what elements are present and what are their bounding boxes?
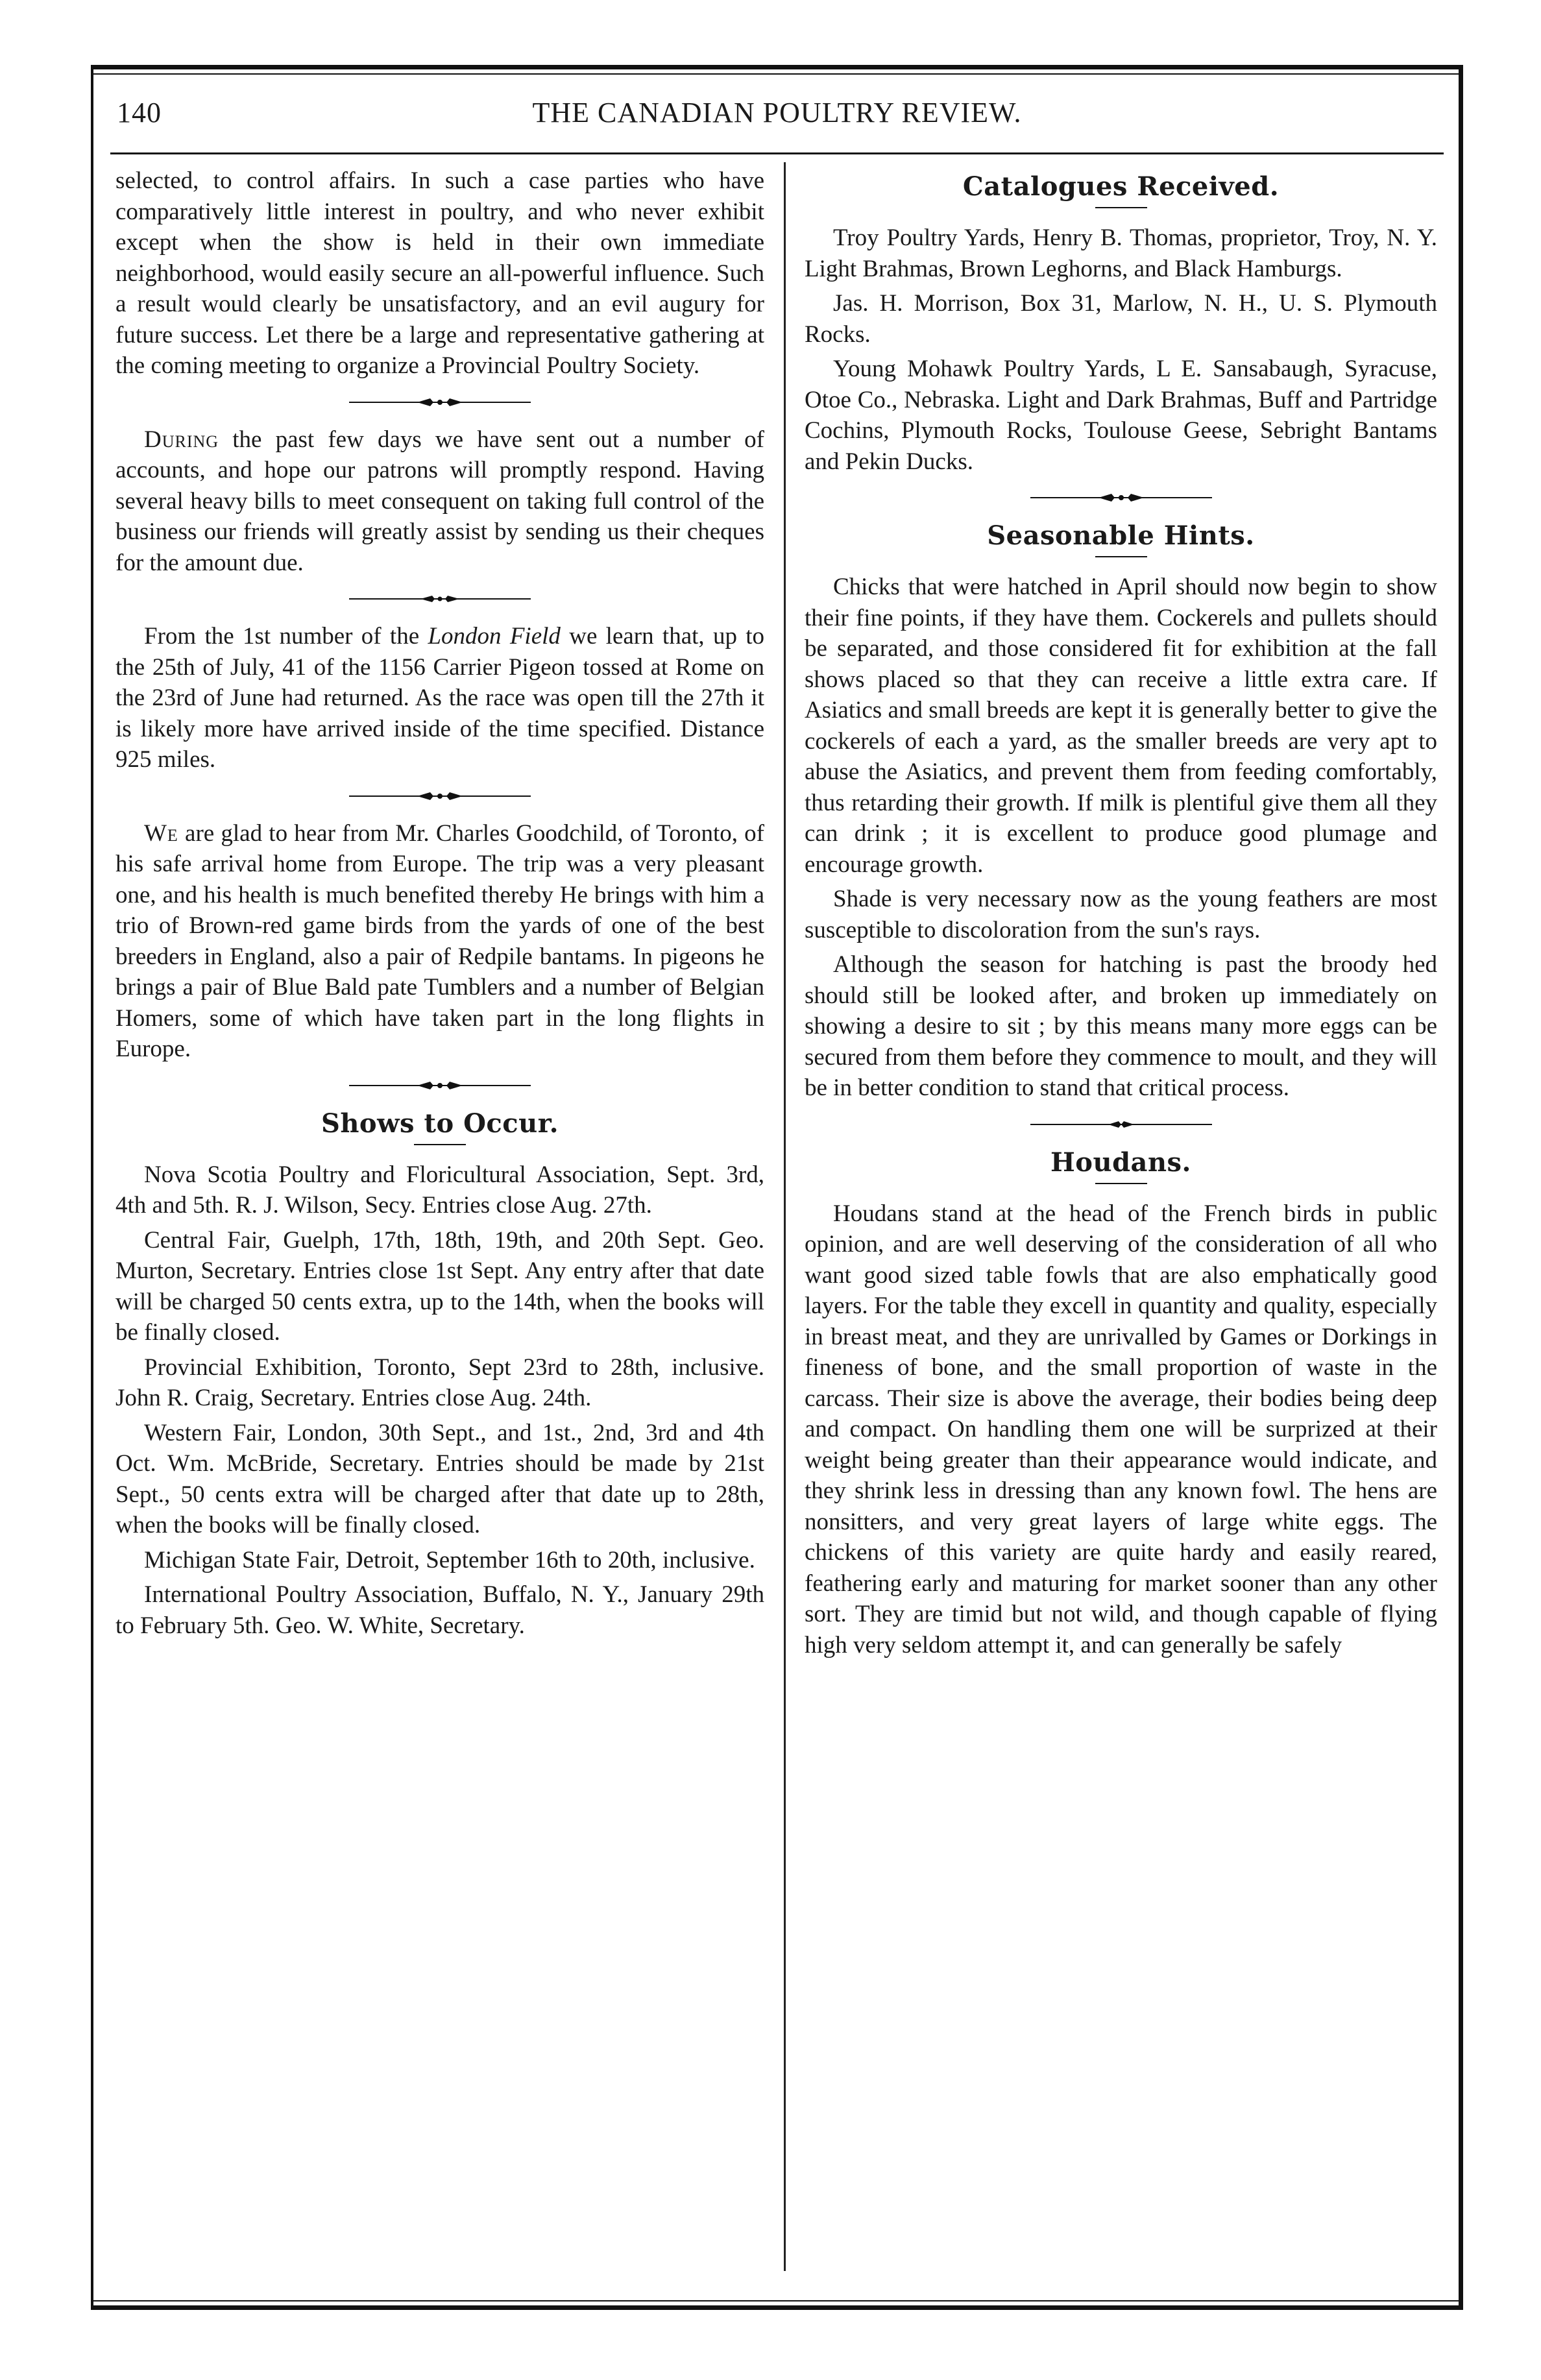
lead-word: We	[144, 820, 178, 847]
hint-paragraph: Although the season for hatching is past the broody hed should still be looked after, and broken up immediately on showing a desire to sit ; by this means many more eggs can be secured from them before they commence to moult, and they will be in better condition to stand that critical process.	[805, 951, 1437, 1101]
page-number: 140	[117, 97, 162, 128]
article-pigeon-text-a: From the 1st number of the	[144, 623, 420, 650]
section-heading-shows: Shows to Occur.	[321, 1108, 559, 1139]
show-entry: Provincial Exhibition, Toronto, Sept 23rd to 28th, inclusive. John R. Craig, Secretary. Entries close Aug. 24th.	[115, 1354, 764, 1411]
heading-underline	[1095, 207, 1147, 208]
show-entry: Central Fair, Guelph, 17th, 18th, 19th, and 20th Sept. Geo. Murton, Secretary. Entries close 1st Sept. Any entry after that date will be charged 50 cents extra, up to the 14th, when the books will be finally closed.	[115, 1226, 764, 1346]
article-accounts-text: the past few days we have sent out a number of accounts, and hope our patrons will promptly respond. Having several heavy bills to meet consequent on taking full control of the business our friends will greatly assist by sending us their cheques for the amount due.	[115, 426, 764, 576]
catalogue-entry: Troy Poultry Yards, Henry B. Thomas, proprietor, Troy, N. Y. Light Brahmas, Brown Leghorns, and Black Hamburgs.	[805, 225, 1437, 282]
column-divider	[784, 162, 786, 2271]
top-border-thick	[91, 65, 1463, 69]
houdans-paragraph: Houdans stand at the head of the French birds in public opinion, and are well deserving of the consideration of all who want good sized table fowls that are also emphatically good layers. For the table they excell in quantity and quality, especially in breast meat, and they are unrivalled by Games or Dorkings in fineness of bone, and the small proportion of waste in the carcass. Their size is above the average, their bodies being deep and compact. On handling them one will be surprized at their weight being greater than their appearance would indicate, and they shrink less in dressing than any known fowl. The hens are nonsitters, and very great layers of large white eggs. The chickens of this variety are quite hardy and easily reared, feathering early and maturing for market sooner than any other sort. They are timid but not wild, and though capable of flying high very seldom attempt it, and can generally be safely	[805, 1200, 1437, 1658]
hint-paragraph: Shade is very necessary now as the young feathers are most susceptible to discoloration from the sun's rays.	[805, 886, 1437, 943]
hint-paragraph: Chicks that were hatched in April should now begin to show their fine points, if they have them. Cockerels and pullets should be separated, and those considered fit for exhibition at the fall shows placed so that they can receive a little extra care. If Asiatics and small breeds are kept it is generally better to give the cockerels of each a yard, as the smaller breeds are very apt to abuse the Asiatics, and prevent them from feeding comfortably, thus retarding their growth. If milk is plentiful give them all they can drink ; it is excellent to produce good plumage and encourage growth.	[805, 574, 1437, 878]
header-rule	[110, 152, 1444, 154]
catalogue-entry: Jas. H. Morrison, Box 31, Marlow, N. H., U. S. Plymouth Rocks.	[805, 290, 1437, 348]
section-heading-hints: Seasonable Hints.	[987, 520, 1255, 551]
right-column	[805, 165, 1437, 1664]
catalogue-entry: Young Mohawk Poultry Yards, L E. Sansabaugh, Syracuse, Otoe Co., Nebraska. Light and Dark Brahmas, Buff and Partridge Cochins, Plymouth Rocks, Toulouse Geese, Sebright Bantams and Pekin Ducks.	[805, 356, 1437, 475]
show-entry: Michigan State Fair, Detroit, September 16th to 20th, inclusive.	[144, 1546, 755, 1573]
running-head	[117, 96, 1437, 141]
ornament-divider	[1024, 1118, 1219, 1131]
bottom-border-thick	[91, 2305, 1463, 2310]
article-society-continued: selected, to control affairs. In such a case parties who have comparatively little interest in poultry, and who never exhibit except when the show is held in their own immediate neighborhood, would easily secure an all-powerful influence. Such a result would clearly be unsatisfactory, and an evil augury for future success. Let there be a large and representative gathering at the coming meeting to organize a Provincial Poultry Society.	[115, 167, 764, 379]
heading-underline	[1095, 556, 1147, 557]
journal-title: THE CANADIAN POULTRY REVIEW.	[532, 97, 1022, 128]
top-border-thin	[91, 73, 1463, 75]
section-heading-houdans: Houdans.	[1050, 1147, 1191, 1178]
section-heading-catalogues: Catalogues Received.	[962, 171, 1280, 202]
article-goodchild-text: are glad to hear from Mr. Charles Goodchild, of Toronto, of his safe arrival home from Europe. The trip was a very pleasant one, and his health is much benefited thereby He brings with him a trio of Brown-red game birds from the yards of one of the best breeders in England, also a pair of Redpile bantams. In pigeons he brings a pair of Blue Bald pate Tumblers and a number of Belgian Homers, some of which have taken part in the long flights in Europe.	[115, 820, 765, 1062]
bottom-border-thin	[91, 2300, 1463, 2301]
show-entry: Nova Scotia Poultry and Floricultural Association, Sept. 3rd, 4th and 5th. R. J. Wilson, Secy. Entries close Aug. 27th.	[115, 1161, 764, 1219]
publication-title: London Field	[428, 623, 561, 650]
ornament-divider	[343, 790, 537, 803]
article-pigeon-race	[115, 621, 764, 775]
article-accounts	[115, 424, 764, 579]
show-entry: Western Fair, London, 30th Sept., and 1st., 2nd, 3rd and 4th Oct. Wm. McBride, Secretary. Entries should be made by 21st Sept., 50 cents extra will be charged after that date up to 28th, when the books will be finally closed.	[115, 1419, 764, 1538]
ornament-divider	[343, 1079, 537, 1092]
ornament-divider	[343, 592, 537, 605]
article-goodchild	[115, 818, 764, 1065]
left-border	[91, 65, 93, 2310]
page-frame	[91, 65, 1463, 2310]
show-entry: International Poultry Association, Buffalo, N. Y., January 29th to February 5th. Geo. W. White, Secretary.	[115, 1581, 764, 1639]
ornament-divider	[1024, 491, 1219, 504]
right-border	[1459, 65, 1463, 2310]
article-pigeon-text-b: we learn that, up to the 25th of July, 41 of the 1156 Carrier Pigeon tossed at Rome on the 23rd of June had returned. As the race was open till the 27th it is likely more have arrived inside of the time specified. Distance 925 miles.	[115, 623, 765, 773]
ornament-divider	[343, 396, 537, 409]
heading-underline	[1095, 1183, 1147, 1184]
left-column	[115, 165, 764, 1645]
lead-word: During	[144, 426, 219, 453]
heading-underline	[414, 1144, 466, 1145]
